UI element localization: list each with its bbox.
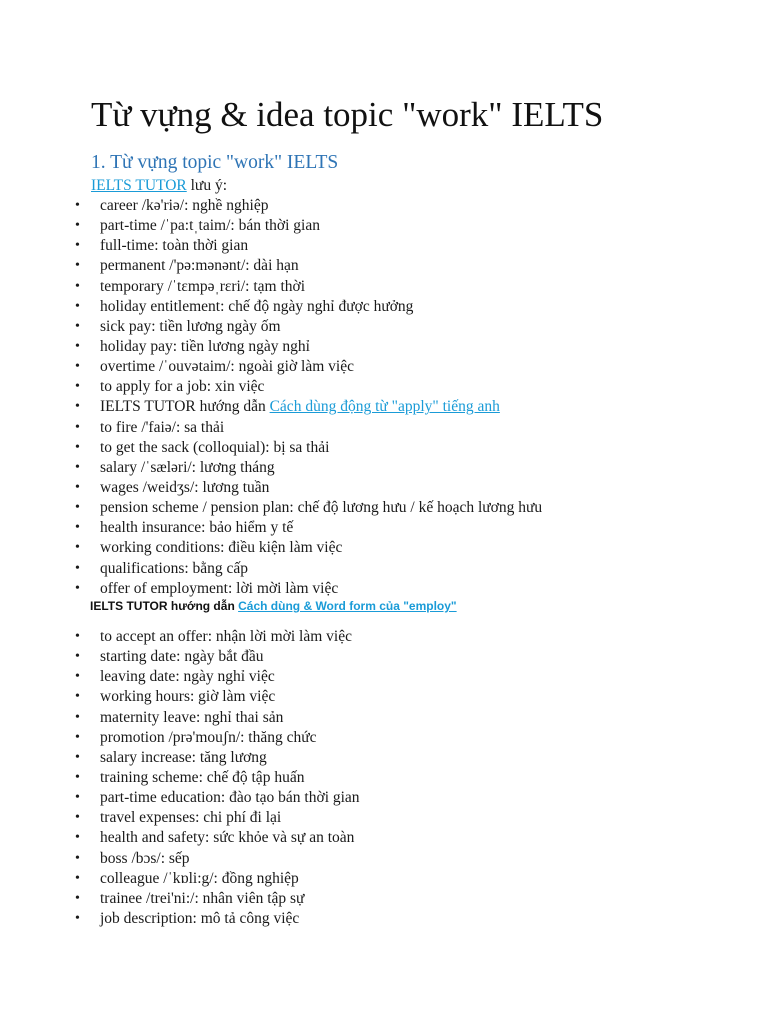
intro-text: lưu ý: [186,177,228,194]
bullet-icon: • [75,338,80,354]
list-item: • part-time /ˈpa:tˌtaim/: bán thời gian [0,216,542,236]
list-item: • training scheme: chế độ tập huấn [0,768,360,788]
list-item: • temporary /ˈtɛmpəˌrɛri/: tạm thời [0,277,542,297]
bullet-icon: • [75,890,80,906]
bullet-icon: • [75,769,80,785]
bullet-icon: • [75,258,80,274]
bullet-icon: • [75,198,80,213]
list-item: • boss /bɔs/: sếp [0,849,360,869]
bullet-icon: • [75,560,80,576]
list-item: • offer of employment: lời mời làm việc [0,579,542,599]
list-item: • career /kə'riə/: nghề nghiệp [0,196,542,216]
list-item: • job description: mô tả công việc [0,909,360,929]
bullet-icon: • [75,749,80,765]
vocab-list-part-two [0,627,360,929]
bullet-icon: • [75,709,80,725]
list-item: • sick pay: tiền lương ngày ốm [0,317,542,337]
list-item: • health and safety: sức khỏe và sự an toàn [0,828,360,848]
list-item: • travel expenses: chi phí đi lại [0,808,360,828]
page-title: Từ vựng & idea topic "work" IELTS [91,95,604,134]
list-item: • pension scheme / pension plan: chế độ lương hưu / kế hoạch lương hưu [0,498,542,518]
list-item: • working hours: giờ làm việc [0,687,360,707]
bullet-icon: • [75,790,80,806]
list-item: • to apply for a job: xin việc [0,377,542,397]
list-item: • working conditions: điều kiện làm việc [0,538,542,558]
ielts-tutor-link[interactable]: IELTS TUTOR [91,177,187,194]
list-item: • holiday pay: tiền lương ngày nghỉ [0,337,542,357]
bullet-icon: • [75,500,80,516]
list-item: • salary increase: tăng lương [0,748,360,768]
list-item: • holiday entitlement: chế độ ngày nghỉ được hưởng [0,297,542,317]
bullet-icon: • [75,278,80,294]
bullet-icon: • [75,439,80,455]
employ-note [90,597,457,615]
bullet-icon: • [75,318,80,334]
list-item: • colleague /ˈkɒli:g/: đồng nghiệp [0,869,360,889]
list-item: • qualifications: bằng cấp [0,559,542,579]
bullet-icon: • [75,729,80,745]
bullet-icon: • [75,540,80,556]
employ-note-link[interactable]: Cách dùng & Word form của "employ" [238,599,457,613]
bullet-icon: • [75,379,80,395]
bullet-icon: • [75,359,80,375]
list-item: • leaving date: ngày nghỉ việc [0,667,360,687]
list-item-apply-guide [0,397,542,417]
bullet-icon: • [75,238,80,254]
bullet-icon: • [75,629,80,644]
list-item: • trainee /trei'ni:/: nhân viên tập sự [0,889,360,909]
bullet-icon: • [75,520,80,536]
list-item: • promotion /prə'mouʃn/: thăng chức [0,728,360,748]
list-item: • salary /ˈsæləri/: lương tháng [0,458,542,478]
bullet-icon: • [75,399,80,415]
list-item: • part-time education: đào tạo bán thời gian [0,788,360,808]
list-item: • to accept an offer: nhận lời mời làm việc [0,627,360,647]
list-item: • maternity leave: nghỉ thai sản [0,708,360,728]
list-item: • overtime /ˈouvətaim/: ngoài giờ làm việc [0,357,542,377]
bullet-icon: • [75,298,80,314]
bullet-icon: • [75,810,80,826]
bullet-icon: • [75,850,80,866]
bullet-icon: • [75,479,80,495]
list-item: • permanent /'pə:mənənt/: dài hạn [0,256,542,276]
section-heading: 1. Từ vựng topic "work" IELTS [91,152,339,173]
bullet-icon: • [75,580,80,596]
list-item: • wages /weidʒs/: lương tuần [0,478,542,498]
apply-guide-link[interactable]: Cách dùng động từ "apply" tiếng anh [269,398,500,416]
list-item: • full-time: toàn thời gian [0,236,542,256]
intro-line [91,176,227,196]
bullet-icon: • [75,870,80,886]
bullet-icon: • [75,689,80,705]
bullet-icon: • [75,669,80,685]
list-item: • to get the sack (colloquial): bị sa thải [0,438,542,458]
bullet-icon: • [75,459,80,475]
bullet-icon: • [75,649,80,665]
apply-guide-prefix: IELTS TUTOR hướng dẫn [100,398,270,416]
list-item: • to fire /'faiə/: sa thải [0,418,542,438]
bullet-icon: • [75,830,80,846]
vocab-list-part-one [0,196,542,599]
list-item: • health insurance: bảo hiểm y tế [0,518,542,538]
list-item: • starting date: ngày bắt đầu [0,647,360,667]
employ-note-prefix: IELTS TUTOR hướng dẫn [90,599,239,613]
bullet-icon: • [75,910,80,926]
bullet-icon: • [75,419,80,435]
bullet-icon: • [75,218,80,234]
